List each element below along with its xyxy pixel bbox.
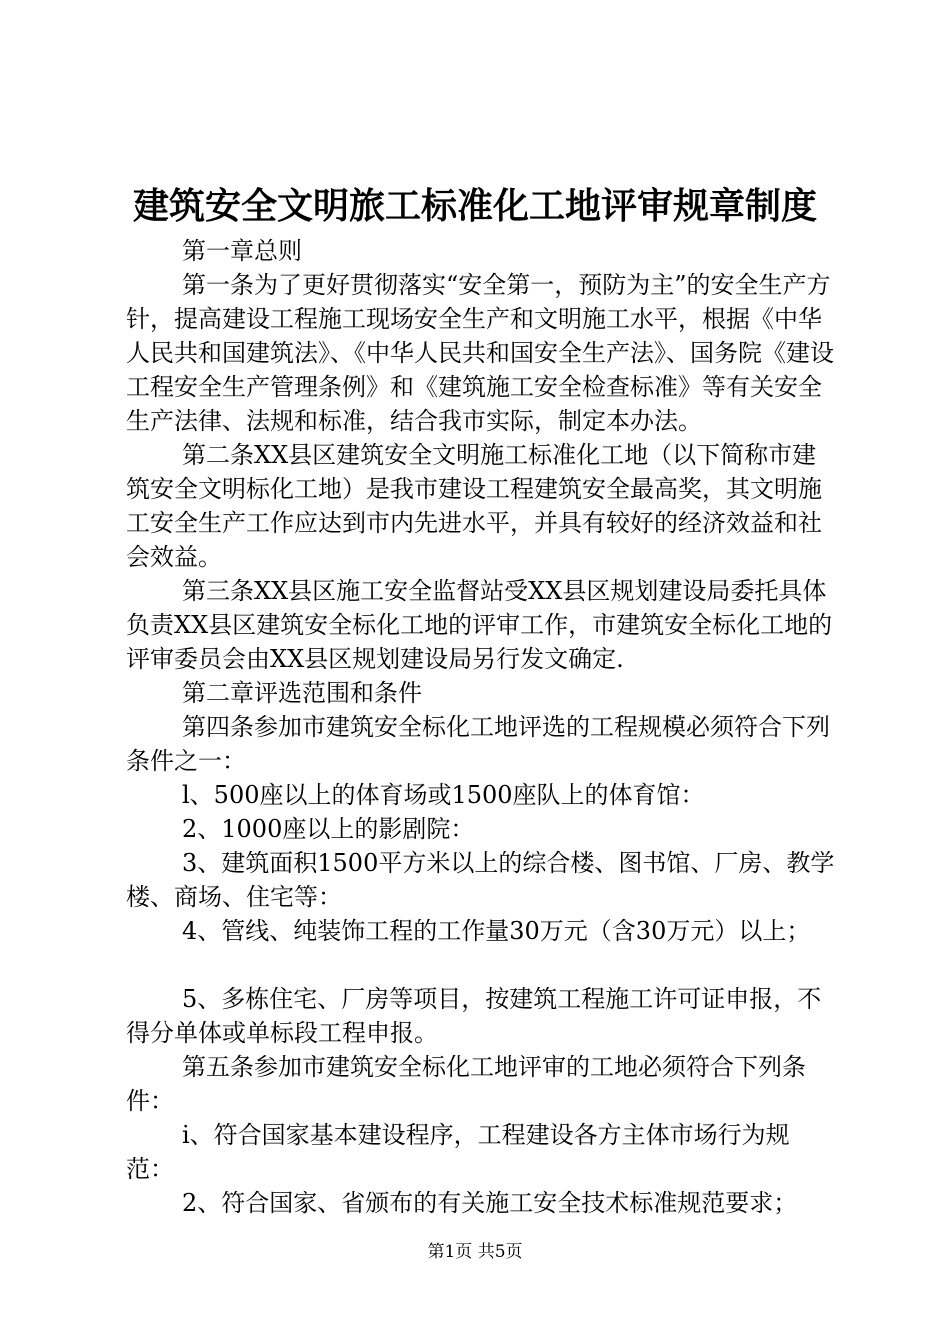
list-item: 2、符合国家、省颁布的有关施工安全技术标准规范要求； <box>182 1189 798 1217</box>
chapter-heading: 第一章总则 <box>182 237 302 265</box>
page-number: 第1页 共5页 <box>427 1242 523 1262</box>
list-item: 4、管线、纯装饰工程的工作量30万元（含30万元）以上； <box>182 917 811 945</box>
paragraph: 第五条参加市建筑安全标化工地评审的工地必须符合下列条件： <box>126 1053 806 1115</box>
document-body <box>126 234 836 1220</box>
list-item: 3、建筑面积1500平方米以上的综合楼、图书馆、厂房、教学楼、商场、住宅等： <box>126 849 835 911</box>
list-item: i、符合国家基本建设程序，工程建设各方主体市场行为规范： <box>126 1121 790 1183</box>
list-item: 5、多栋住宅、厂房等项目，按建筑工程施工许可证申报，不得分单体或单标段工程申报。 <box>126 985 822 1047</box>
paragraph: 第二条XX县区建筑安全文明施工标准化工地（以下简称市建筑安全文明标化工地）是我市建设工程建筑安全最高奖，其文明施工安全生产工作应达到市内先进水平，并具有较好的经济效益和社会效益。 <box>126 441 822 571</box>
chapter-heading: 第二章评选范围和条件 <box>182 679 422 707</box>
paragraph: 第一条为了更好贯彻落实“安全第一，预防为主”的安全生产方针，提高建设工程施工现场安全生产和文明施工水平，根据《中华人民共和国建筑法》、《中华人民共和国安全生产法》、国务院《建设工程安全生产管理条例》和《建筑施工安全检查标准》等有关安全生产法律、法规和标准，结合我市实际，制定本办法。 <box>126 271 834 435</box>
paragraph: 第四条参加市建筑安全标化工地评选的工程规模必须符合下列条件之一： <box>126 713 830 775</box>
list-item: 2、1000座以上的影剧院： <box>182 815 475 843</box>
paragraph: 第三条XX县区施工安全监督站受XX县区规划建设局委托具体负责XX县区建筑安全标化工地的评审工作，市建筑安全标化工地的评审委员会由XX县区规划建设局另行发文确定. <box>126 577 833 673</box>
list-item: l、500座以上的体育场或1500座队上的体育馆： <box>182 781 705 809</box>
document-title: 建筑安全文明旅工标准化工地评审规章制度 <box>132 186 817 227</box>
